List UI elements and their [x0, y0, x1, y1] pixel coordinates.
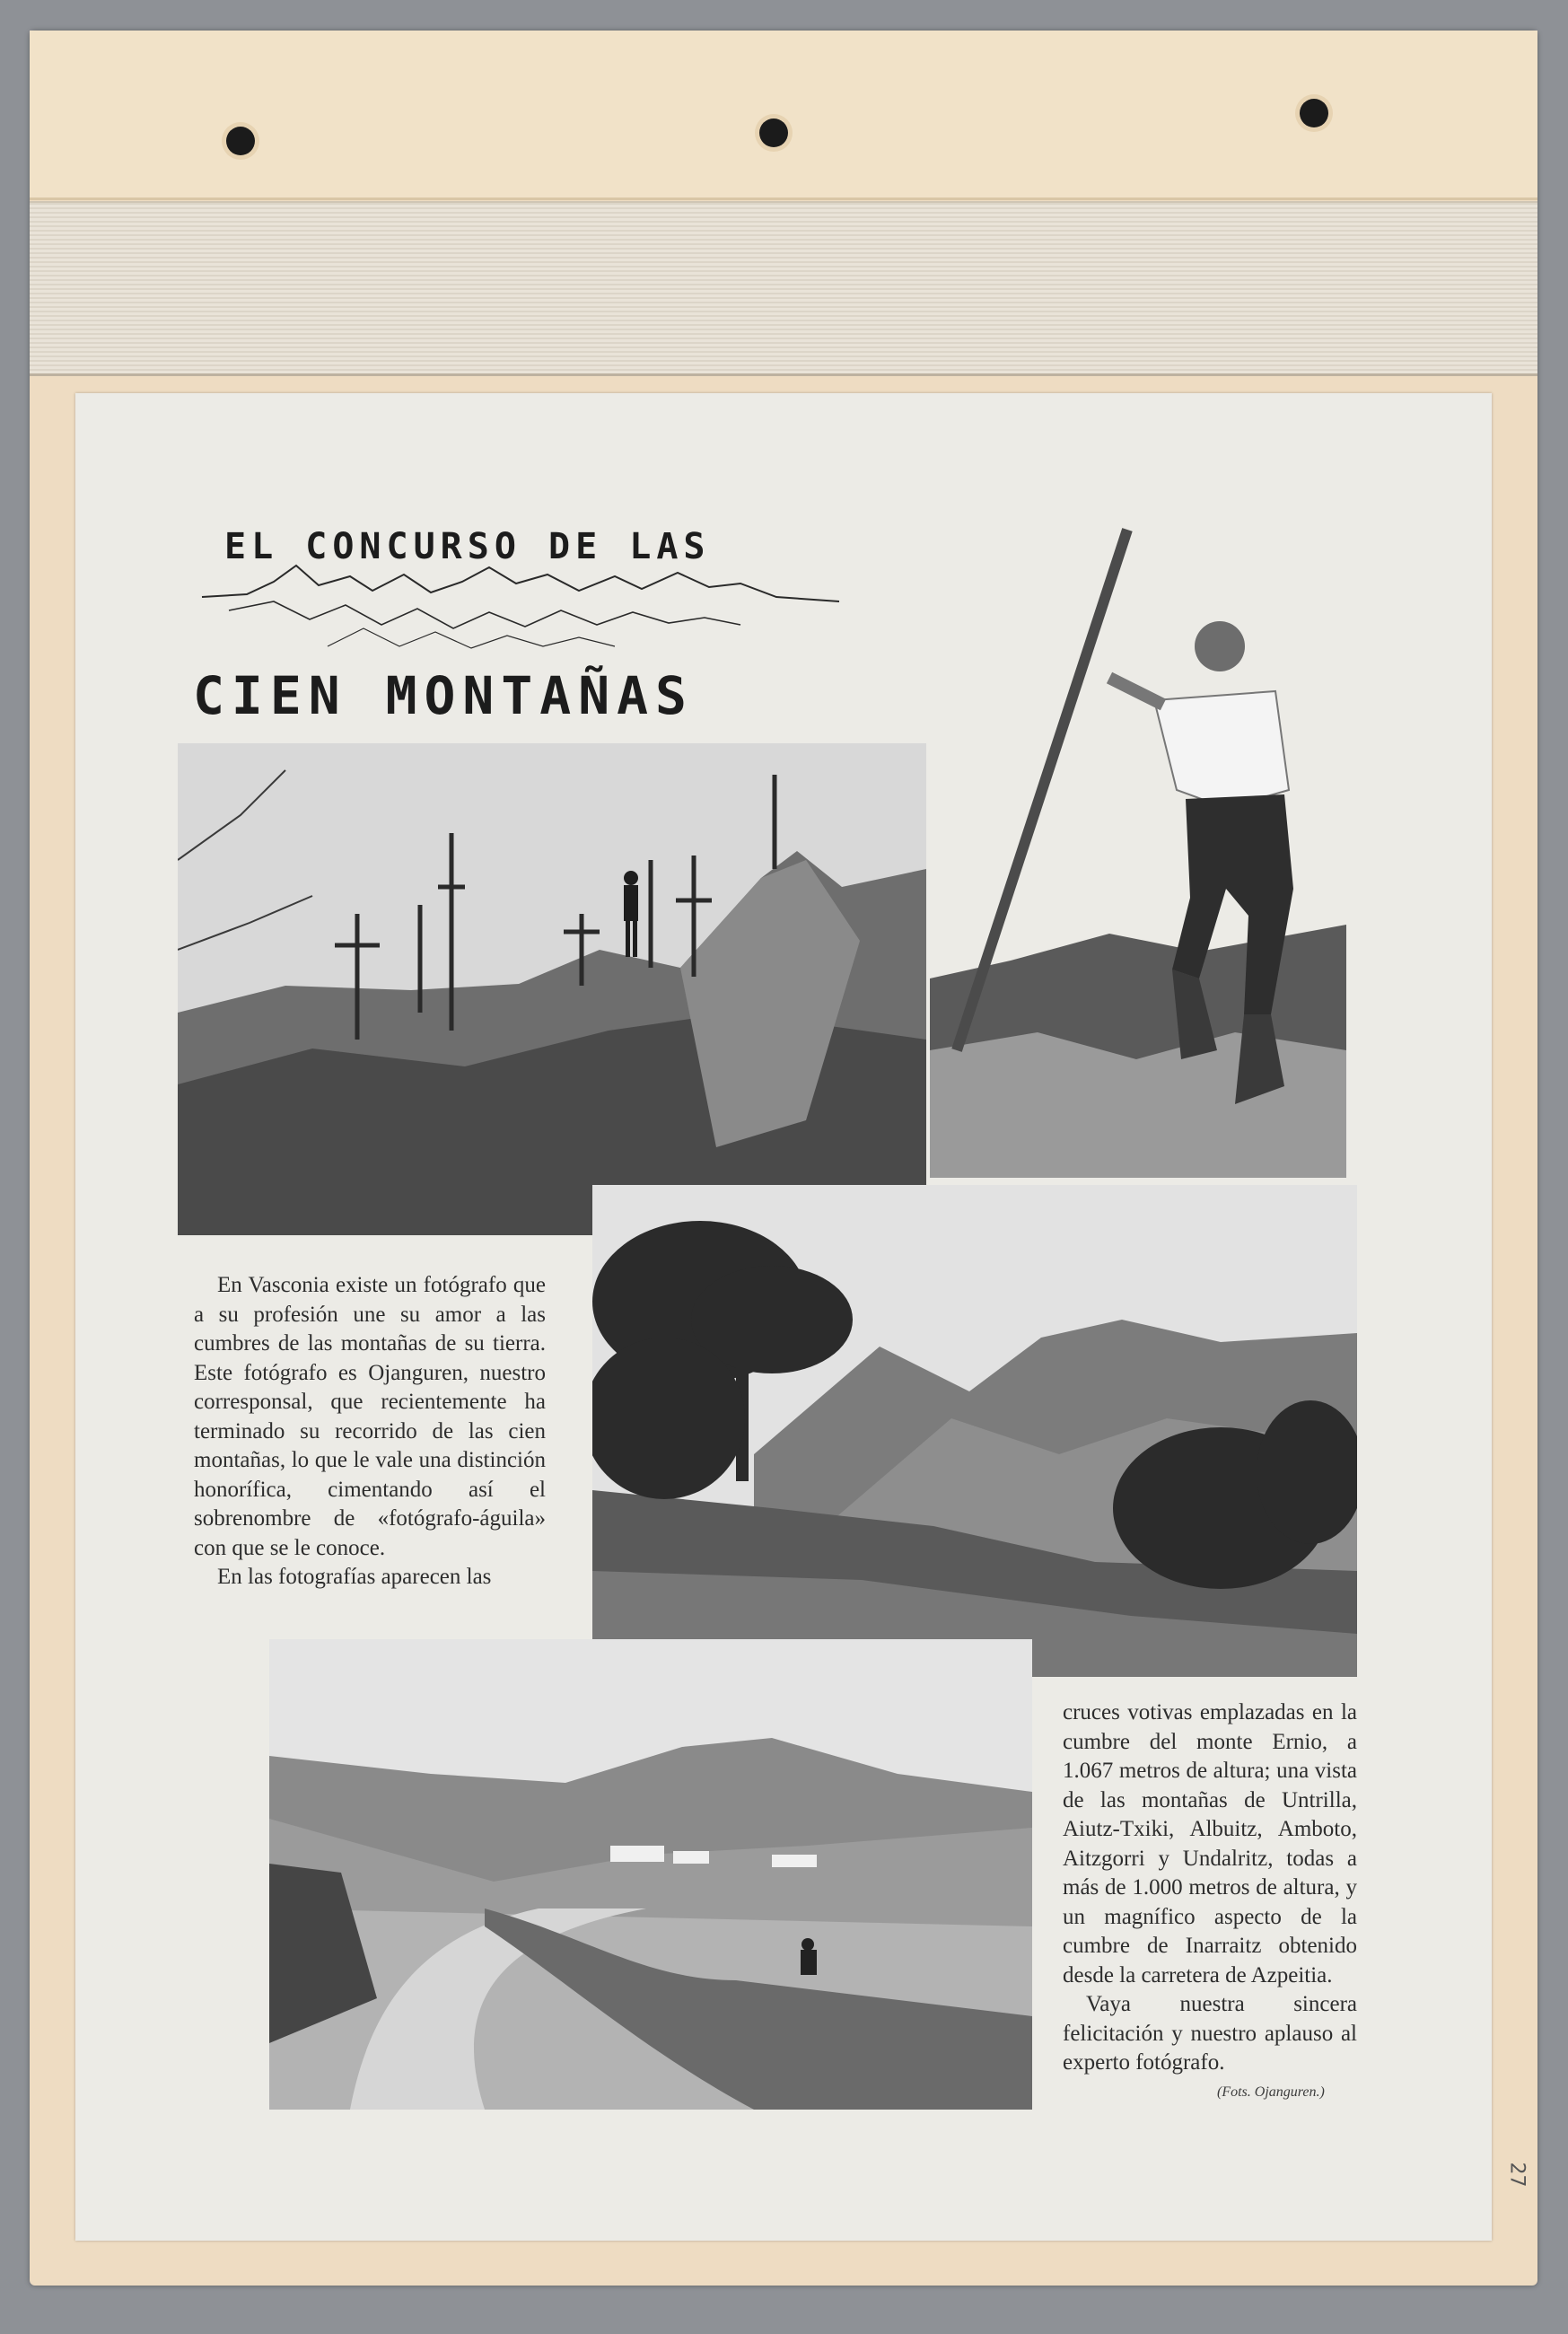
left-paragraph-2: En las fotografías aparecen las: [217, 1565, 492, 1589]
left-text-column: [194, 1271, 546, 1593]
binder-hole-right: [1300, 99, 1328, 127]
title-line-1: EL CONCURSO DE LAS: [224, 526, 711, 567]
photo-credit: (Fots. Ojanguren.): [1217, 2084, 1325, 2100]
photo-mountain-range: [592, 1185, 1357, 1677]
photo-road-azpeitia: [269, 1639, 1032, 2110]
title-line-2: CIEN MONTAÑAS: [193, 665, 694, 726]
mountain-sketch: [202, 566, 839, 601]
right-paragraph-1: cruces votivas emplazadas en la cumbre del monte Ernio, a 1.067 metros de altura; una vista de las montañas de Untrilla, Aiutz-Txiki, Albuitz, Amboto, Aitzgorri y Undalritz, todas a más de 1.000 metros de altura, y un magnífico aspecto de la cumbre de Inarraitz obtenido desde la carretera de Azpeitia.: [1063, 1700, 1357, 1987]
photo-summit-crosses: [178, 743, 926, 1235]
binder-hole-center: [759, 118, 788, 147]
page-number: 27: [1505, 2162, 1529, 2188]
left-paragraph-1: En Vasconia existe un fotógrafo que a su profesión une su amor a las cumbres de las montañas de su tierra. Este fotógrafo es Ojanguren, nuestro corresponsal, que recientemente ha terminado su recorrido de las cien montañas, lo que le vale una distinción honorífica, cimentando así el sobrenombre de «fotógrafo-águila» con que se le conoce.: [194, 1273, 546, 1560]
article-title-art: [193, 512, 911, 736]
right-text-column: [1063, 1698, 1357, 2078]
photo-mountaineer-portrait: [930, 512, 1346, 1178]
right-paragraph-2: Vaya nuestra sincera felicitación y nuestro aplauso al experto fotógrafo.: [1063, 1992, 1357, 2075]
binder-hole-left: [226, 127, 255, 155]
cloth-hinge: [30, 201, 1537, 376]
